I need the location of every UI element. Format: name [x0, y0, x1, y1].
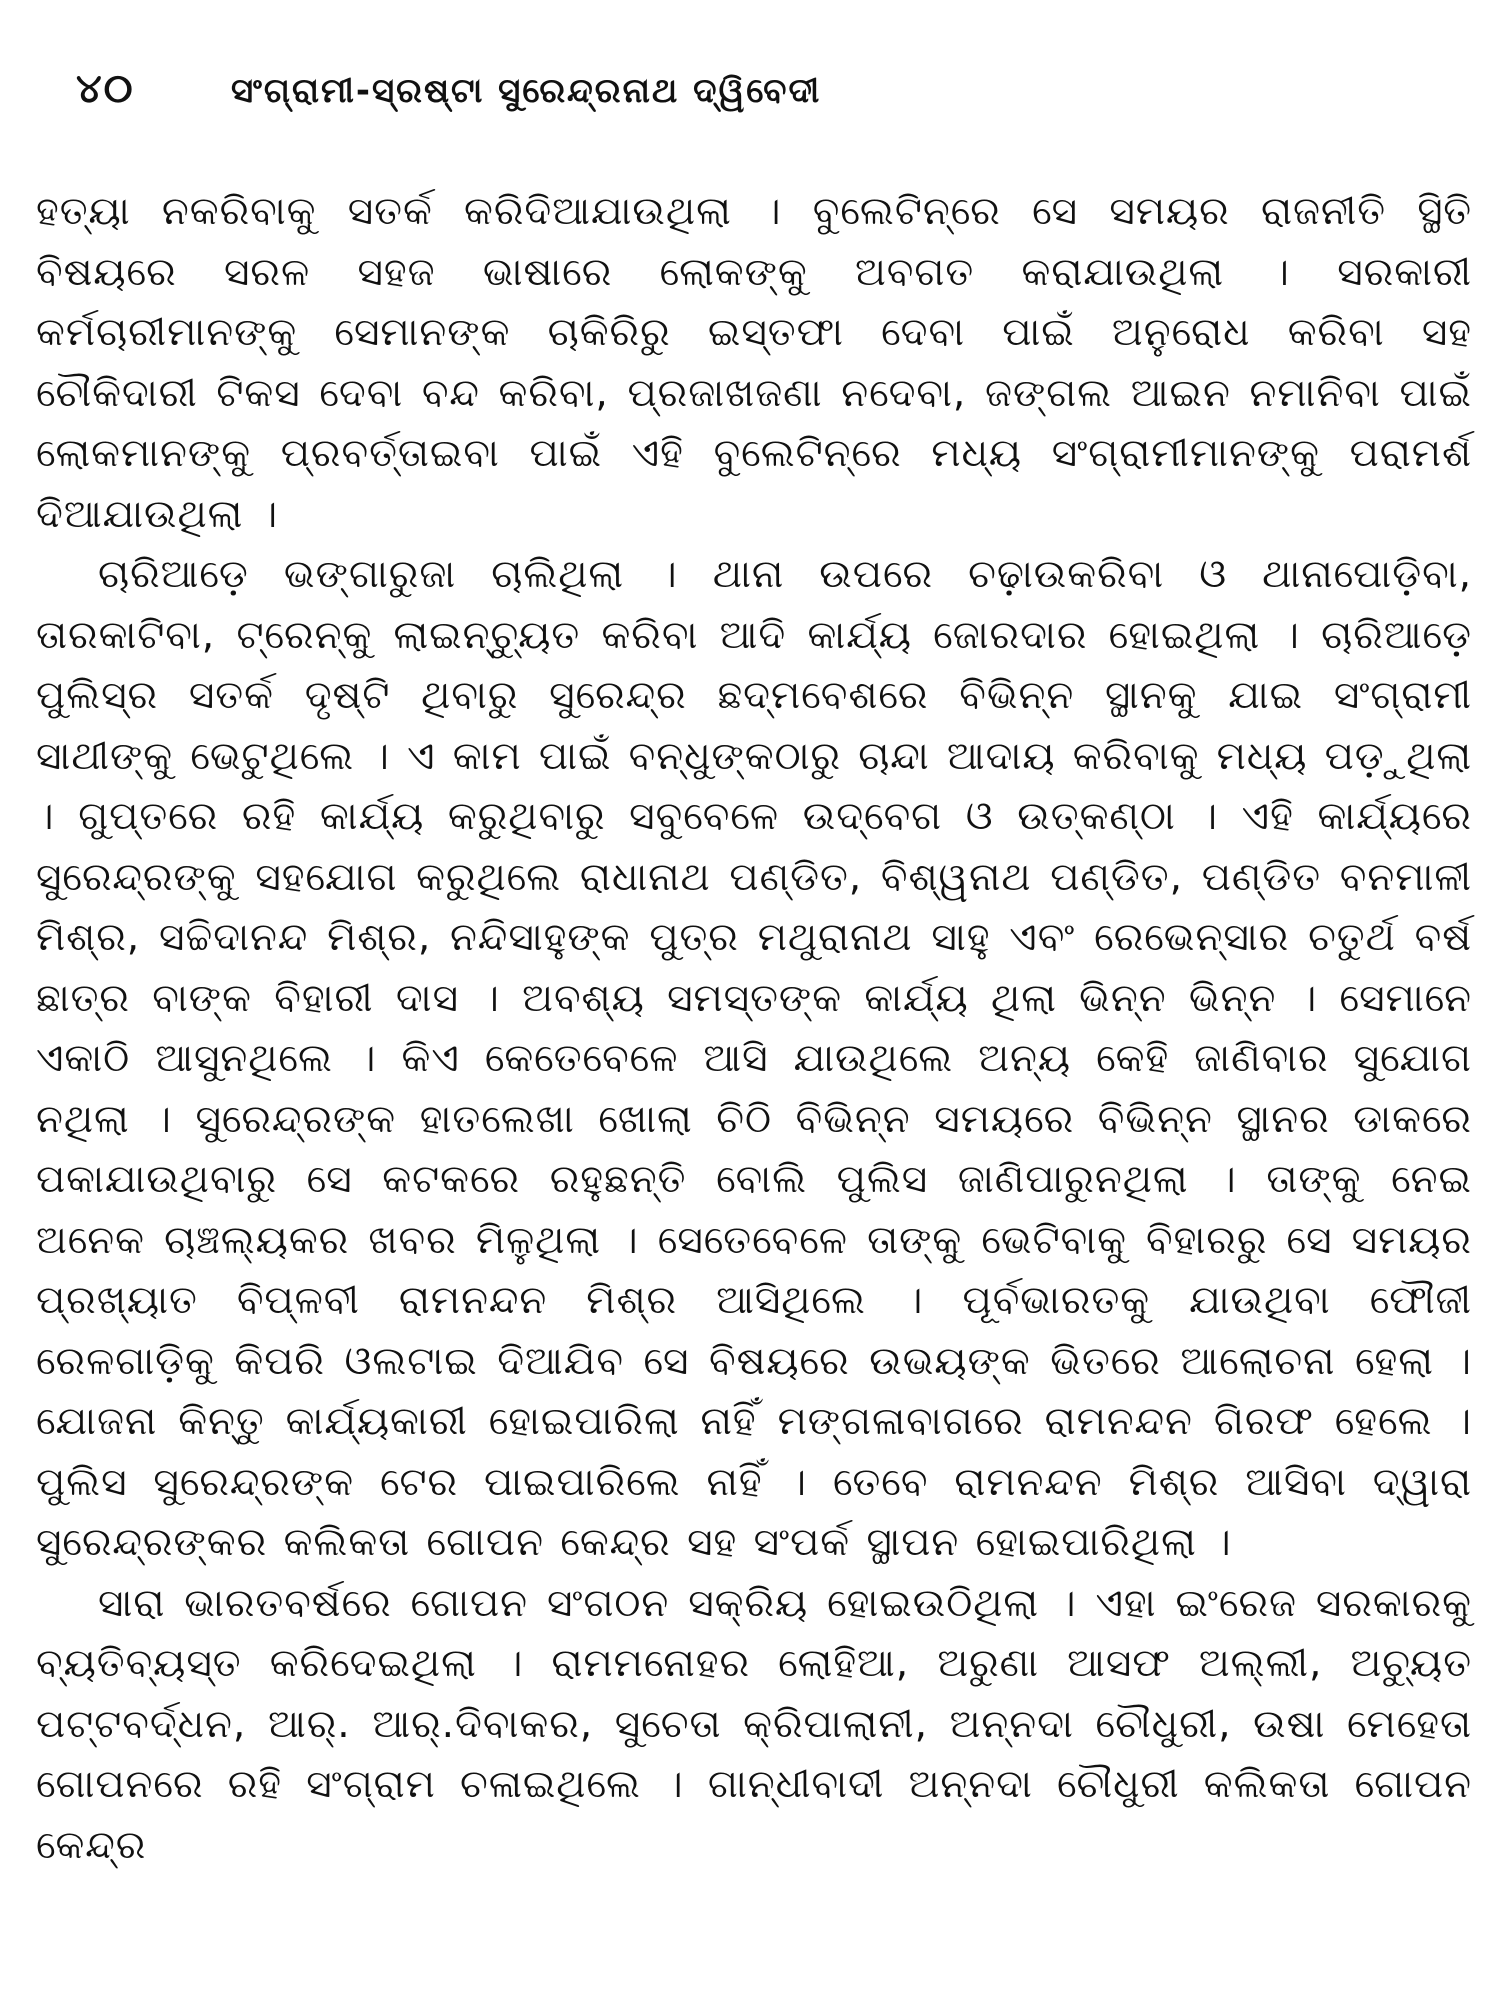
body-text [36, 182, 1472, 1876]
paragraph: ହତ୍ୟା ନକରିବାକୁ ସତର୍କ କରିଦିଆଯାଉଥିଲା । ବୁଲେଟିନ୍‌ରେ ସେ ସମୟର ରାଜନୀତି ସ୍ଥିତି ବିଷୟରେ ସରଳ ସହଜ ଭାଷାରେ ଲୋକଙ୍କୁ ଅବଗତ କରାଯାଉଥିଲା । ସରକାରୀ କର୍ମଚାରୀମାନଙ୍କୁ ସେମାନଙ୍କ ଚାକିରିରୁ ଇସ୍ତଫା ଦେବା ପାଇଁ ଅନୁରୋଧ କରିବା ସହ ଚୌକିଦାରୀ ଟିକସ ଦେବା ବନ୍ଦ କରିବା, ପ୍ରଜାଖଜଣା ନଦେବା, ଜଙ୍ଗଲ ଆଇନ ନମାନିବା ପାଇଁ ଲୋକମାନଙ୍କୁ ପ୍ରବର୍ତ୍ତାଇବା ପାଇଁ ଏହି ବୁଲେଟିନ୍‌ରେ ମଧ୍ୟ ସଂଗ୍ରାମୀମାନଙ୍କୁ ପରାମର୍ଶ ଦିଆଯାଉଥିଲା । [36, 189, 1472, 537]
paragraph: ସାରା ଭାରତବର୍ଷରେ ଗୋପନ ସଂଗଠନ ସକ୍ରିୟ ହୋଇଉଠିଥିଲା । ଏହା ଇଂରେଜ ସରକାରକୁ ବ୍ୟତିବ୍ୟସ୍ତ କରିଦେଇଥିଲା । ରାମମନୋହର ଲୋହିଆ, ଅରୁଣା ଆସଫ ଅଲ୍ଲୀ, ଅଚ୍ୟୁତ ପଟ୍ଟବର୍ଦ୍ଧନ, ଆର୍. ଆର୍.ଦିବାକର, ସୁଚେତା କ୍ରିପାଲାନୀ, ଅନ୍ନଦା ଚୌଧୁରୀ, ଉଷା ମେହେତା ଗୋପନରେ ରହି ସଂଗ୍ରାମ ଚଳାଇଥିଲେ । ଗାନ୍ଧୀବାଦୀ ଅନ୍ନଦା ଚୌଧୁରୀ କଲିକତା ଗୋପନ କେନ୍ଦ୍ର [36, 1580, 1472, 1868]
running-header [76, 66, 1472, 126]
paragraph: ଚାରିଆଡ଼େ ଭଙ୍ଗାରୁଜା ଚାଲିଥିଲା । ଥାନା ଉପରେ ଚଢ଼ାଉକରିବା ଓ ଥାନାପୋଡ଼ିବା, ତାରକାଟିବା, ଟ୍ରେନ୍‌କୁ ଲାଇନ୍‌ଚ୍ୟୁତ କରିବା ଆଦି କାର୍ଯ୍ୟ ଜୋରଦାର ହୋଇଥିଲା । ଚାରିଆଡ଼େ ପୁଲିସ୍‌ର ସତର୍କ ଦୃଷ୍ଟି ଥିବାରୁ ସୁରେନ୍ଦ୍ର ଛଦ୍ମବେଶରେ ବିଭିନ୍ନ ସ୍ଥାନକୁ ଯାଇ ସଂଗ୍ରାମୀ ସାଥୀଙ୍କୁ ଭେଟୁଥିଲେ । ଏ କାମ ପାଇଁ ବନ୍ଧୁଙ୍କଠାରୁ ଚାନ୍ଦା ଆଦାୟ କରିବାକୁ ମଧ୍ୟ ପଡ଼ୁଥିଲା । ଗୁପ୍ତରେ ରହି କାର୍ଯ୍ୟ କରୁଥିବାରୁ ସବୁବେଳେ ଉଦ୍‌ବେଗ ଓ ଉତ୍‌କଣ୍ଠା । ଏହି କାର୍ଯ୍ୟରେ ସୁରେନ୍ଦ୍ରଙ୍କୁ ସହଯୋଗ କରୁଥିଲେ ରାଧାନାଥ ପଣ୍ଡିତ, ବିଶ୍ୱନାଥ ପଣ୍ଡିତ, ପଣ୍ଡିତ ବନମାଳୀ ମିଶ୍ର, ସଚ୍ଚିଦାନନ୍ଦ ମିଶ୍ର, ନନ୍ଦିସାହୁଙ୍କ ପୁତ୍ର ମଥୁରାନାଥ ସାହୁ ଏବଂ ରେଭେନ୍ସାର ଚତୁର୍ଥ ବର୍ଷ ଛାତ୍ର ବାଙ୍କ ବିହାରୀ ଦାସ । ଅବଶ୍ୟ ସମସ୍ତଙ୍କ କାର୍ଯ୍ୟ ଥିଲା ଭିନ୍ନ ଭିନ୍ନ । ସେମାନେ ଏକାଠି ଆସୁନଥିଲେ । କିଏ କେତେବେଳେ ଆସି ଯାଉଥିଲେ ଅନ୍ୟ କେହି ଜାଣିବାର ସୁଯୋଗ ନଥିଲା । ସୁରେନ୍ଦ୍ରଙ୍କ ହାତଲେଖା ଖୋଲା ଚିଠି ବିଭିନ୍ନ ସମୟରେ ବିଭିନ୍ନ ସ୍ଥାନର ଡାକରେ ପକାଯାଉଥିବାରୁ ସେ କଟକରେ ରହୁଛନ୍ତି ବୋଲି ପୁଲିସ ଜାଣିପାରୁନଥିଲା । ତାଙ୍କୁ ନେଇ ଅନେକ ଚାଞ୍ଚଲ୍ୟକର ଖବର ମିଳୁଥିଲା । ସେତେବେଳେ ତାଙ୍କୁ ଭେଟିବାକୁ ବିହାରରୁ ସେ ସମୟର ପ୍ରଖ୍ୟାତ ବିପ୍ଳବୀ ରାମନନ୍ଦନ ମିଶ୍ର ଆସିଥିଲେ । ପୂର୍ବଭାରତକୁ ଯାଉଥିବା ଫୌଜୀ ରେଳଗାଡ଼ିକୁ କିପରି ଓଲଟାଇ ଦିଆଯିବ ସେ ବିଷୟରେ ଉଭୟଙ୍କ ଭିତରେ ଆଲୋଚନା ହେଲା । ଯୋଜନା କିନ୍ତୁ କାର୍ଯ୍ୟକାରୀ ହୋଇପାରିଲା ନାହିଁ ମଙ୍ଗଳାବାଗରେ ରାମନନ୍ଦନ ଗିରଫ ହେଲେ । ପୁଲିସ ସୁରେନ୍ଦ୍ରଙ୍କ ଟେର ପାଇପାରିଲେ ନାହିଁ । ତେବେ ରାମନନ୍ଦନ ମିଶ୍ର ଆସିବା ଦ୍ୱାରା ସୁରେନ୍ଦ୍ରଙ୍କର କଲିକତା ଗୋପନ କେନ୍ଦ୍ର ସହ ସଂପର୍କ ସ୍ଥାପନ ହୋଇପାରିଥିଲା । [36, 552, 1472, 1565]
page-title: ସଂଗ୍ରାମୀ-ସ୍ରଷ୍ଟା ସୁରେନ୍ଦ୍ରନାଥ ଦ୍ୱିବେଦୀ [231, 71, 822, 111]
page-number: ୪୦ [76, 66, 135, 112]
